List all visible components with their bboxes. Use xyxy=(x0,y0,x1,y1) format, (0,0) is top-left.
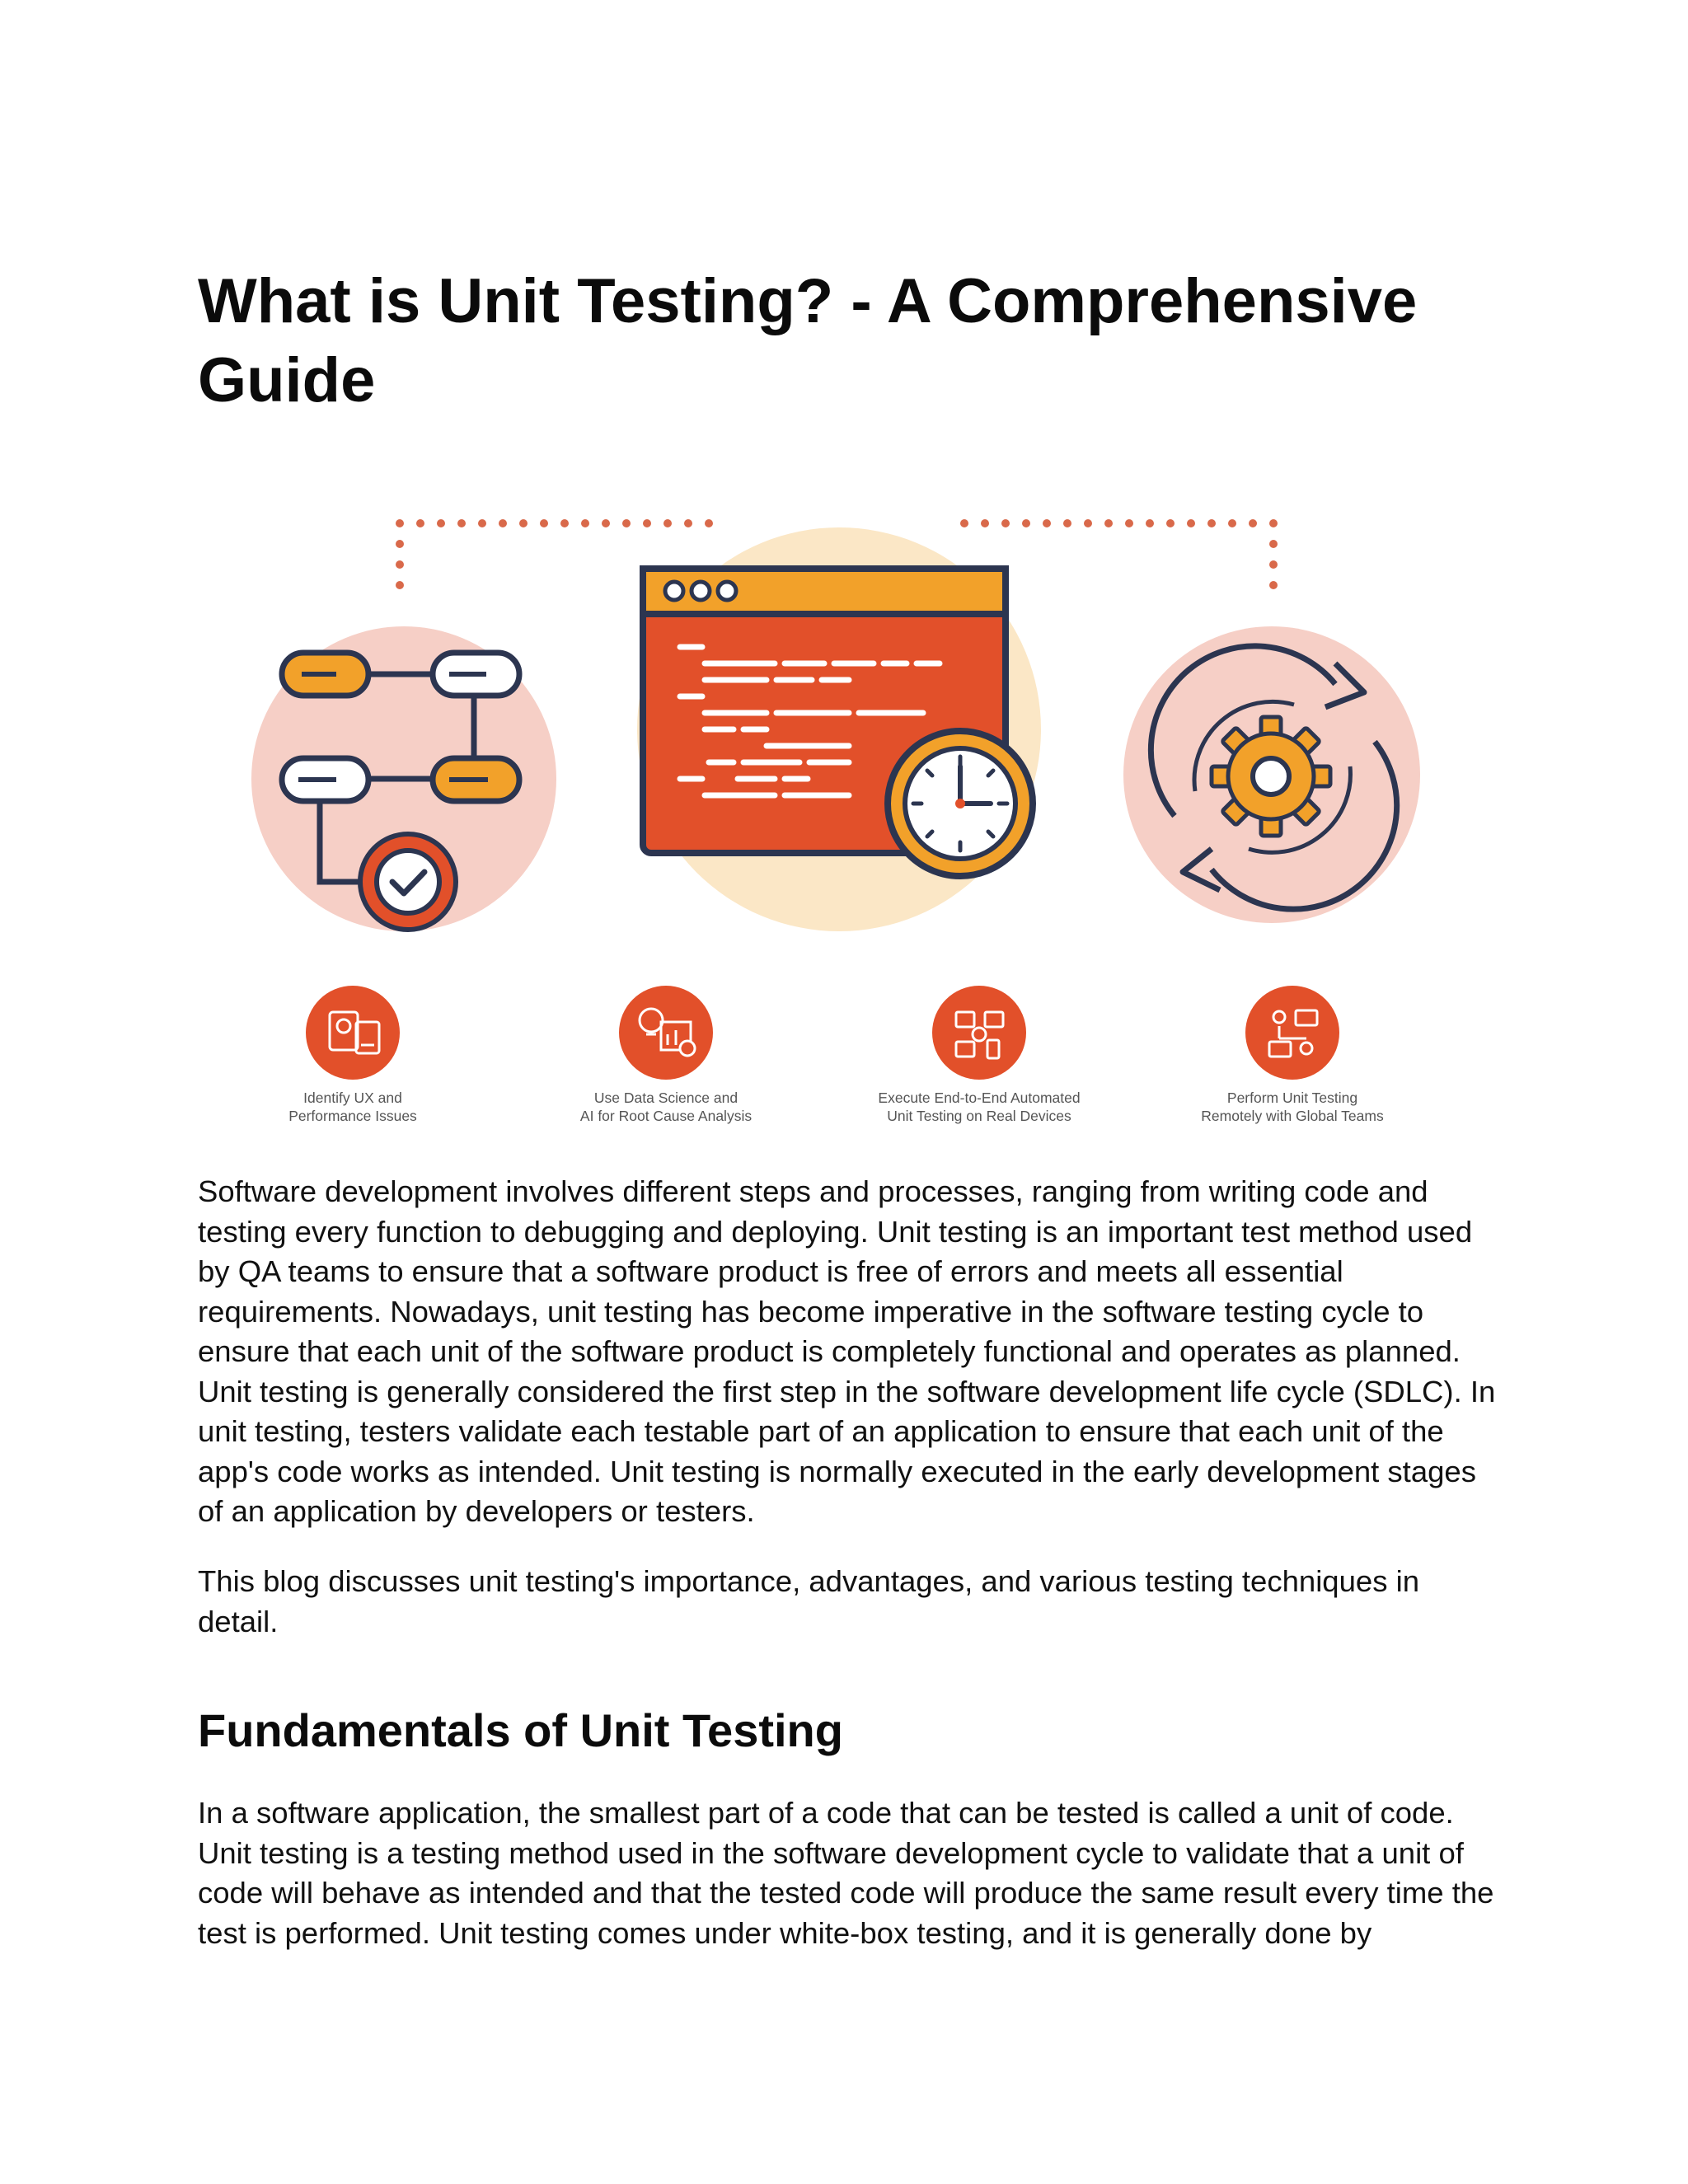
workflow-diagram-icon xyxy=(251,626,556,931)
intro-paragraph: Software development involves different steps and processes, ranging from writing code and testing every function to debugging and deploying. Unit testing is an important test method used by QA teams to ensure that a software product is free of errors and meets all essential requirements. Nowadays, unit testing has become imperative in the software testing cycle to ensure that each unit of the software product is completely functional and operates as planned. Unit testing is generally considered the first step in the software development life cycle (SDLC). In unit testing, testers validate each testable part of an application to ensure that each unit of the app's code works as intended. Unit testing is normally executed in the early development stages of an application by developers or testers. xyxy=(198,1174,1496,1528)
feature-label-1-line2: Performance Issues xyxy=(288,1108,417,1124)
feature-label-3-line2: Unit Testing on Real Devices xyxy=(887,1108,1071,1124)
feature-label-4-line1: Perform Unit Testing xyxy=(1226,1090,1358,1106)
page-title: What is Unit Testing? - A Comprehensive Guide xyxy=(198,266,1418,415)
feature-label-2-line2: AI for Root Cause Analysis xyxy=(579,1108,753,1124)
feature-label-3-line1: Execute End-to-End Automated xyxy=(878,1090,1081,1106)
section-heading: Fundamentals of Unit Testing xyxy=(198,1704,843,1756)
feature-label-1-line1: Identify UX and xyxy=(303,1090,402,1106)
ux-performance-icon xyxy=(306,986,400,1080)
remote-team-icon xyxy=(1245,986,1339,1080)
data-analysis-icon xyxy=(619,986,713,1080)
refresh-gear-icon xyxy=(1123,626,1420,923)
feature-label-2-line1: Use Data Science and xyxy=(593,1090,738,1106)
hero-illustration xyxy=(198,494,1492,1154)
section-paragraph: In a software application, the smallest part of a code that can be tested is called a unit of code. Unit testing is a testing method used in the software development cycle to validate that a unit of code will behave as intended and that the tested code will produce the same result every time the test is performed. Unit testing comes under white-box testing, and it is generally done by xyxy=(198,1796,1494,1950)
check-circle-icon xyxy=(360,834,456,930)
feature-label-4-line2: Remotely with Global Teams xyxy=(1201,1108,1384,1124)
clock-icon xyxy=(888,731,1033,876)
summary-paragraph: This blog discusses unit testing's importance, advantages, and various testing techniques in detail. xyxy=(198,1564,1420,1638)
device-network-icon xyxy=(932,986,1026,1080)
